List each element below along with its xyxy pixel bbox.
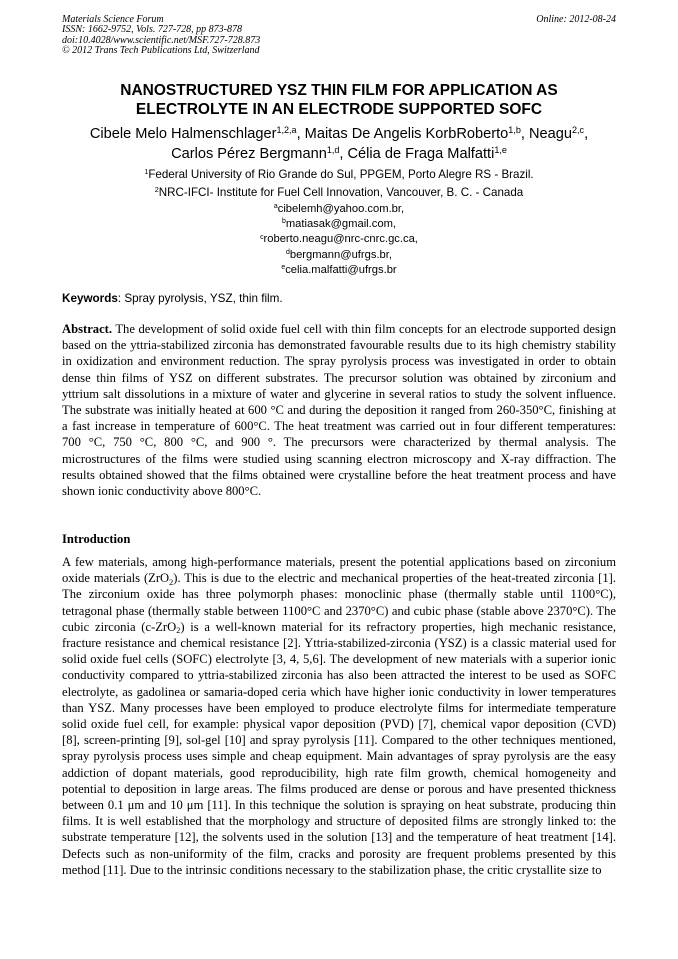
journal-name: Materials Science Forum bbox=[62, 14, 164, 25]
keywords-label: Keywords bbox=[62, 292, 118, 305]
journal-header bbox=[62, 15, 616, 57]
doi-line: doi:10.4028/www.scientific.net/MSF.727-728.873 bbox=[62, 34, 261, 46]
author: Maitas De Angelis KorbRoberto$^{1,b}$, bbox=[304, 125, 529, 142]
introduction-paragraph: A few materials, among high-performance materials, present the potential applications based on zirconium oxide materials (ZrO$_2$). This is due to the electric and mechanical properties of the heat-treated zirconia [1]. The zirconium oxide has three polymorph phases: monoclinic phase (thermally stable until 1100°C), tetragonal phase (thermally stable between 1100°C and 2370°C) and cubic phase (stable above 2370°C). The cubic zirconia (c-ZrO$_2$) is a well-known material for its refractory properties, high mechanic resistance, fracture resistance and chemical resistance [2]. Yttria-stabilized-zirconia (YSZ) is a classic material used for solid oxide fuel cells (SOFC) electrolyte [3, 4, 5,6]. The development of new materials with a superior ionic conductivity compared to yttria-stabilized zirconia has also been attracted the interest to be used as SOFC electrolyte, as gadolinea or samaria-doped ceria which have higher ionic conductivity in lower temperatures than YSZ. Many processes have been employed to produce electrolyte films for intermediate temperature solid oxide fuel cell, for example: physical vapor deposition (PVD) [7], chemical vapor deposition (CVD) [8], screen-printing [9], sol-gel [10] and spray pyrolysis [11]. Compared to the other techniques mentioned, spray pyrolysis process uses simple and cheap equipment. Main advantages of spray pyrolysis are the easy addiction of dopant materials, good reproducibility, high rate film growth, chemical homogeneity and potential to deposition in large areas. The films produced are dense or porous and have presented thickness between 0.1 μm and 10 μm [11]. In this technique the solution is spraying on heat substrate, producing thin films. It is well established that the morphology and structure of deposited films are strongly linked to: the substrate temperature [12], the solvents used in the solution [13] and the temperature of heat treatment [14]. Defects such as non-uniformity of the film, cracks and porosity are frequent problems presented by this method [11]. Due to the intrinsic conditions necessary to the stabilization phase, the critic crystallite size to bbox=[62, 555, 617, 877]
title-line-2: ELECTROLYTE IN AN ELECTRODE SUPPORTED SOFC bbox=[135, 101, 543, 118]
author: Célia de Fraga Malfatti$^{1,e}$ bbox=[347, 145, 507, 162]
online-date: Online: 2012-08-24 bbox=[536, 14, 616, 25]
email[interactable]: $^b$matiasak@gmail.com, bbox=[281, 218, 397, 231]
keywords bbox=[62, 292, 616, 306]
affiliation: $^2$NRC-IFCI- Institute for Fuel Cell Innovation, Vancouver, B. C. - Canada bbox=[154, 184, 524, 199]
abstract-label: Abstract. bbox=[62, 322, 113, 336]
copyright-line: © 2012 Trans Tech Publications Ltd, Switzerland bbox=[62, 45, 260, 57]
abstract bbox=[62, 321, 616, 499]
issn-line: ISSN: 1662-9752, Vols. 727-728, pp 873-878 bbox=[62, 24, 242, 36]
email-list bbox=[62, 202, 616, 278]
email[interactable]: $^c$roberto.neagu@nrc-cnrc.gc.ca, bbox=[260, 233, 418, 246]
affiliations bbox=[62, 166, 616, 201]
email[interactable]: $^a$cibelemh@yahoo.com.br, bbox=[273, 203, 405, 215]
author: Carlos Pérez Bergmann$^{1,d}$, bbox=[171, 145, 348, 162]
abstract-text: The development of solid oxide fuel cell with thin film concepts for an electrode supported design based on the yttria-stabilized zirconia has demonstrated favourable results due to its high chemistry stability in oxidization and environment reduction. The spray pyrolysis process was investigated in order to obtain dense thin films of YSZ on different substrates. The precursor solution was obtained by zirconium and yttrium salt dissolutions in a mixture of water and glycerine in several ratios to study the solvent influence. The substrate was initially heated at 600 °C and during the deposition it ranged from 260-350°C, finishing at a fast increase in temperature of 600°C. The heat treatment was carried out in four different temperatures: 700 °C, 750 °C, 800 °C, and 900 °. The precursors were characterized by thermal analysis. The microstructures of the films were studied using scanning electron microscopy and X-ray diffraction. The results obtained showed that the films obtained were crystalline before the heat treatment process and have shown ionic conductivity above 800°C. bbox=[62, 322, 616, 499]
email[interactable]: $^d$bergmann@ufrgs.br, bbox=[285, 248, 392, 261]
email[interactable]: $^e$celia.malfatti@ufrgs.br bbox=[281, 263, 397, 276]
author-list bbox=[62, 124, 616, 164]
introduction-heading: Introduction bbox=[62, 532, 131, 546]
affiliation: $^1$Federal University of Rio Grande do Sul, PPGEM, Porto Alegre RS - Brazil. bbox=[144, 167, 534, 181]
keywords-text: : Spray pyrolysis, YSZ, thin film. bbox=[117, 292, 283, 305]
paper-title bbox=[62, 81, 616, 119]
author: Neagu$^{2,c}$, bbox=[528, 125, 589, 142]
title-line-1: NANOSTRUCTURED YSZ THIN FILM FOR APPLICATION AS bbox=[120, 82, 558, 99]
author: Cibele Melo Halmenschlager$^{1,2,a}$, bbox=[89, 125, 305, 142]
